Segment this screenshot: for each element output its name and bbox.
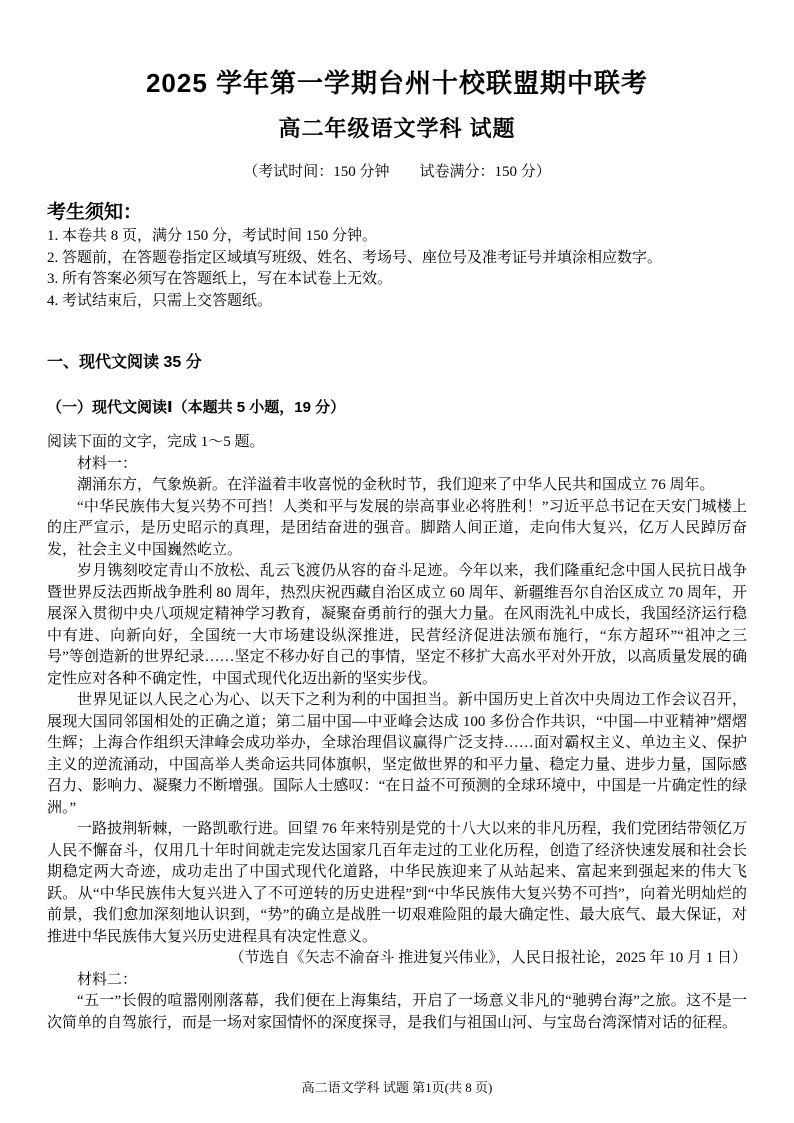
material-two-section [47, 970, 747, 1035]
section-heading-modern-reading: 一、现代文阅读 35 分 [47, 354, 202, 371]
exam-subtitle: 高二年级语文学科 试题 [278, 116, 516, 141]
material-one-paragraph-4: 世界见证以人民之心为心、以天下之利为利的中国担当。新中国历史上首次中央周边工作会议召开，展现大国同邻国相处的正确之道；第二届中国—中亚峰会达成 100 多份合作共识，“中国—中亚精神”熠熠生辉；上海合作组织天津峰会成功举办，全球治理倡议赢得广泛支持……面对霸权主义、单边主义、保护主义的逆流涌动，中国高举人类命运共同体旗帜，坚定做世界的和平力量、稳定力量、进步力量，国际感召力、影响力、凝聚力不断增强。国际人士感叹：“在日益不可预测的全球环境中，中国是一片确定性的绿洲。” [47, 692, 747, 816]
notice-item-4: 4. 考试结束后，只需上交答题纸。 [47, 292, 273, 309]
exam-info-line: （考试时间：150 分钟 试卷满分：150 分） [243, 164, 551, 180]
material-one-paragraph-3: 岁月镌刻咬定青山不放松、乱云飞渡仍从容的奋斗足迹。今年以来，我们隆重纪念中国人民抗日战争暨世界反法西斯战争胜利 80 周年，热烈庆祝西藏自治区成立 60 周年、新疆维吾尔自治区成立 70 周年，开展深入贯彻中央八项规定精神学习教育，凝聚奋勇前行的强大力量。在风雨洗礼中成长，我国经济运行稳中有进、向新向好，全国统一大市场建设纵深推进，民营经济促进法颁布施行，“东方超环”“祖冲之三号”等创造新的世界纪录……坚定不移办好自己的事情，坚定不移扩大高水平对外开放，以高质量发展的确定性应对各种不确定性，中国式现代化迈出新的坚实步伐。 [47, 563, 747, 687]
page-footer: 高二语文学科 试题 第1页(共 8 页) [301, 1080, 493, 1095]
notice-heading: 考生须知： [47, 202, 143, 223]
material-two-label: 材料二： [77, 971, 138, 988]
material-two-paragraph-1: “五一”长假的喧嚣刚刚落幕，我们便在上海集结，开启了一场意义非凡的“驰骋台海”之旅。这不是一次简单的自驾旅行，而是一场对家国情怀的深度探寻，是我们与祖国山河、与宝岛台湾深情对话的征程。 [47, 993, 747, 1031]
material-one-paragraph-2: “中华民族伟大复兴势不可挡！人类和平与发展的崇高事业必将胜利！”习近平总书记在天安门城楼上的庄严宣示，是历史昭示的真理，是团结奋进的强音。脚踏人间正道，走向伟大复兴，亿万人民踔厉奋发，社会主义中国巍然屹立。 [47, 498, 747, 558]
subsection-heading-reading-1: （一）现代文阅读Ⅰ（本题共 5 小题，19 分） [47, 399, 346, 416]
source-attribution: （节选自《矢志不渝奋斗 推进复兴伟业》，人民日报社论，2025 年 10 月 1 日） [229, 950, 747, 966]
material-one-paragraph-1: 潮涌东方，气象焕新。在洋溢着丰收喜悦的金秋时节，我们迎来了中华人民共和国成立 76 周年。 [77, 477, 715, 493]
material-one-paragraph-5: 一路披荆斩棘，一路凯歌行进。回望 76 年来特别是党的十八大以来的非凡历程，我们党团结带领亿万人民不懈奋斗，仅用几十年时间就走完发达国家几百年走过的工业化历程，创造了经济快速发展和社会长期稳定两大奇迹，成功走出了中国式现代化道路，中华民族迎来了从站起来、富起来到强起来的伟大飞跃。从“中华民族伟大复兴进入了不可逆转的历史进程”到“中华民族伟大复兴势不可挡”，向着光明灿烂的前景，我们愈加深刻地认识到，“势”的确立是战胜一切艰难险阻的最大确定性、最大底气、最大保证，对推进中华民族伟大复兴历史进程具有决定性意义。 [47, 821, 747, 945]
reading-instruction: 阅读下面的文字，完成 1～5 题。 [47, 434, 265, 450]
notice-item-3: 3. 所有答案必须写在答题纸上，写在本试卷上无效。 [47, 271, 393, 287]
material-one-section [47, 454, 747, 970]
material-one-label: 材料一： [77, 455, 138, 472]
notice-section [47, 200, 747, 312]
notice-item-1: 1. 本卷共 8 页，满分 150 分，考试时间 150 分钟。 [47, 228, 378, 244]
exam-title: 2025 学年第一学期台州十校联盟期中联考 [145, 68, 649, 98]
notice-item-2: 2. 答题前，在答题卷指定区域填写班级、姓名、考场号、座位号及准考证号并填涂相应数字。 [47, 249, 663, 266]
